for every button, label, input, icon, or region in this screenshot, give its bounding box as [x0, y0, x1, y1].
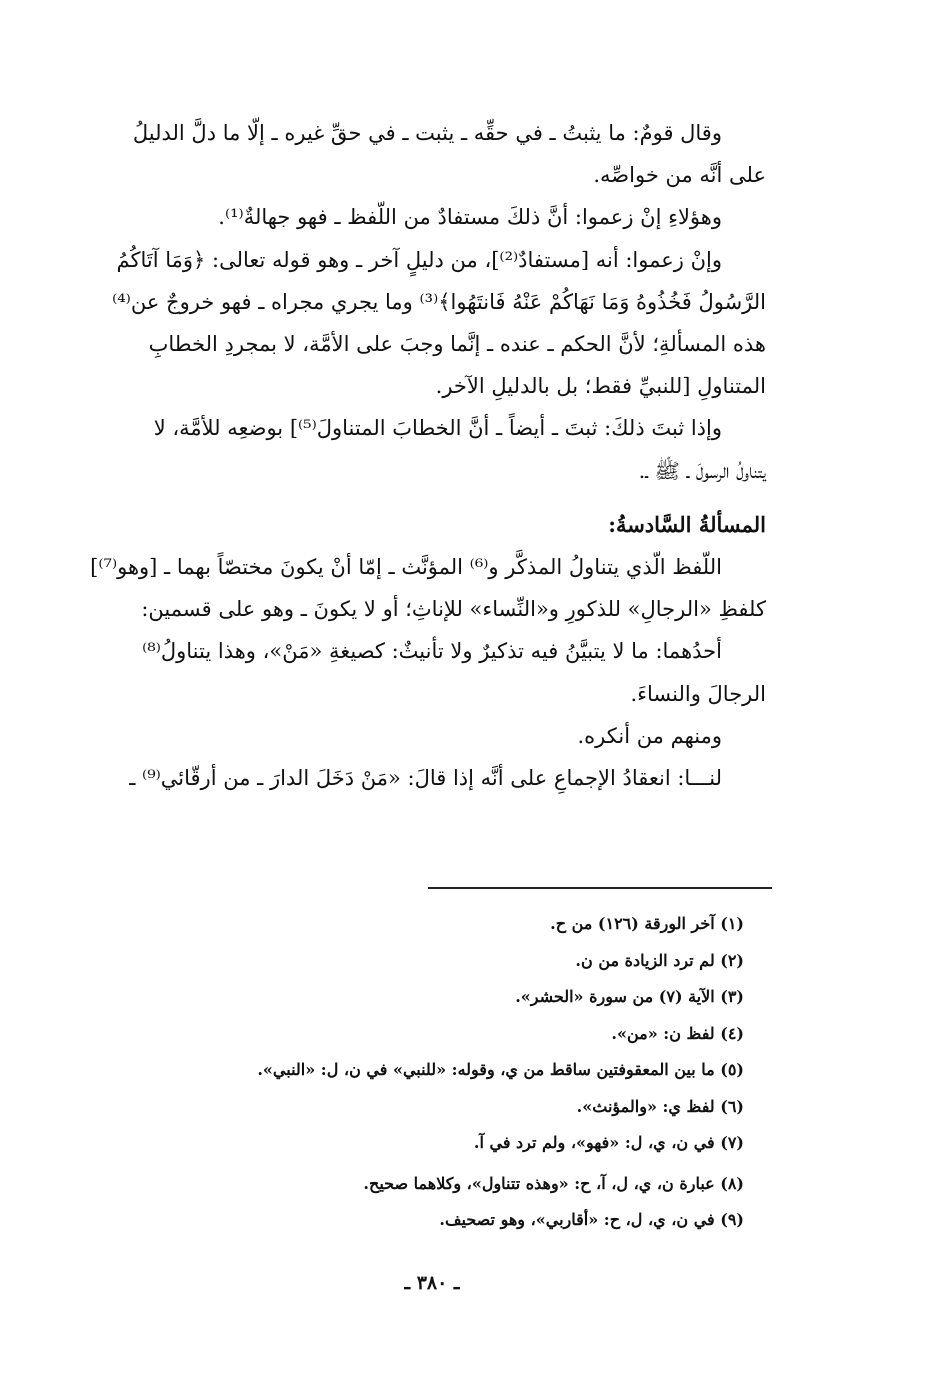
text-line: ومنهم من أنكره.	[577, 723, 722, 748]
footnote: (٣) الآية (٧) من سورة «الحشر».	[515, 987, 744, 1006]
footnotes	[120, 906, 744, 1239]
text-line: اللّفظ الّذي يتناولُ المذكَّر و⁽⁶⁾ المؤنَّث ـ إمّا أنْ يكونَ مختصّاً بهما ـ [وهو⁽⁷⁾]	[90, 555, 722, 580]
section-heading: المسألةُ السَّادسةُ:	[608, 511, 766, 537]
main-text	[86, 112, 766, 799]
text-line: المتناولِ [للنبيِّ فقط؛ بل بالدليلِ الآخر.	[435, 374, 766, 399]
footnote: (٢) لم ترد الزيادة من ن.	[575, 950, 744, 970]
text-line: أحدُهما: ما لا يتبيَّنُ فيه تذكيرٌ ولا تأنيثٌ: كصيغةِ «مَنْ»، وهذا يتناولُ⁽⁸⁾	[142, 639, 722, 664]
text-line: لنـــا: انعقادُ الإجماعِ على أنَّه إذا قالَ: «مَنْ دَخَلَ الدارَ ـ من أرقّائي⁽⁹⁾ ـ	[129, 766, 722, 791]
text-line: الرَّسُولُ فَخُذُوهُ وَمَا نَهَاكُمْ عَنْهُ فَانتَهُوا﴾⁽³⁾ وما يجري مجراه ـ فهو خروجٌ عن⁽⁴⁾	[112, 289, 766, 314]
text-line: وقال قومٌ: ما يثبتُ ـ في حقِّه ـ يثبت ـ في حقِّ غيره ـ إلّا ما دلَّ الدليلُ	[132, 121, 722, 145]
text-line: وإذا ثبتَ ذلكَ: ثبتَ ـ أيضاً ـ أنَّ الخطابَ المتناولَ⁽⁵⁾] بوضعِه للأمَّة، لا	[153, 416, 722, 441]
text-line: الرجالَ والنساءَ.	[630, 681, 766, 706]
footnote: (٥) ما بين المعقوفتين ساقط من ي، وقوله: «للنبي» في ن، ل: «النبي».	[257, 1060, 744, 1079]
footnote: (٦) لفظ ي: «والمؤنث».	[576, 1096, 744, 1116]
footnote-separator	[428, 887, 772, 889]
text-line: وهؤلاءِ إنْ زعموا: أنَّ ذلكَ مستفادٌ من اللّفظ ـ فهو جهالةٌ⁽¹⁾.	[218, 205, 722, 230]
footnote: (٧) في ن، ي، ل: «فهو»، ولم ترد في آ.	[473, 1133, 744, 1152]
footnote: (١) آخر الورقة (١٢٦) من ح.	[550, 914, 744, 933]
text-line: كلفظِ «الرجالِ» للذكورِ و«النِّساء» للإناثِ؛ أو لا يكونَ ـ وهو على قسمين:	[141, 597, 766, 622]
text-line: يتناولُ الرسولَ ـ ﷺ ـ.	[638, 458, 766, 483]
text-line: هذه المسألةِ؛ لأنَّ الحكم ـ عنده ـ إنَّما وجبَ على الأمَّة، لا بمجردِ الخطابِ	[148, 332, 766, 357]
text-line: وإنْ زعموا: أنه [مستفادٌ⁽²⁾]، من دليلٍ آخر ـ وهو قوله تعالى: ﴿وَمَا آتَاكُمُ	[116, 247, 722, 272]
text-line: على أنَّه من خواصِّه.	[593, 163, 766, 188]
footnote: (٤) لفظ ن: «من».	[611, 1023, 744, 1043]
footnote: (٩) في ن، ي، ل، ح: «أقاربي»، وهو تصحيف.	[439, 1210, 744, 1229]
footnote: (٨) عبارة ن، ي، ل، آ، ح: «وهذه تتناول»، وكلاهما صحيح.	[363, 1173, 744, 1193]
page-number: ـ ٣٨٠ ـ	[404, 1272, 460, 1294]
